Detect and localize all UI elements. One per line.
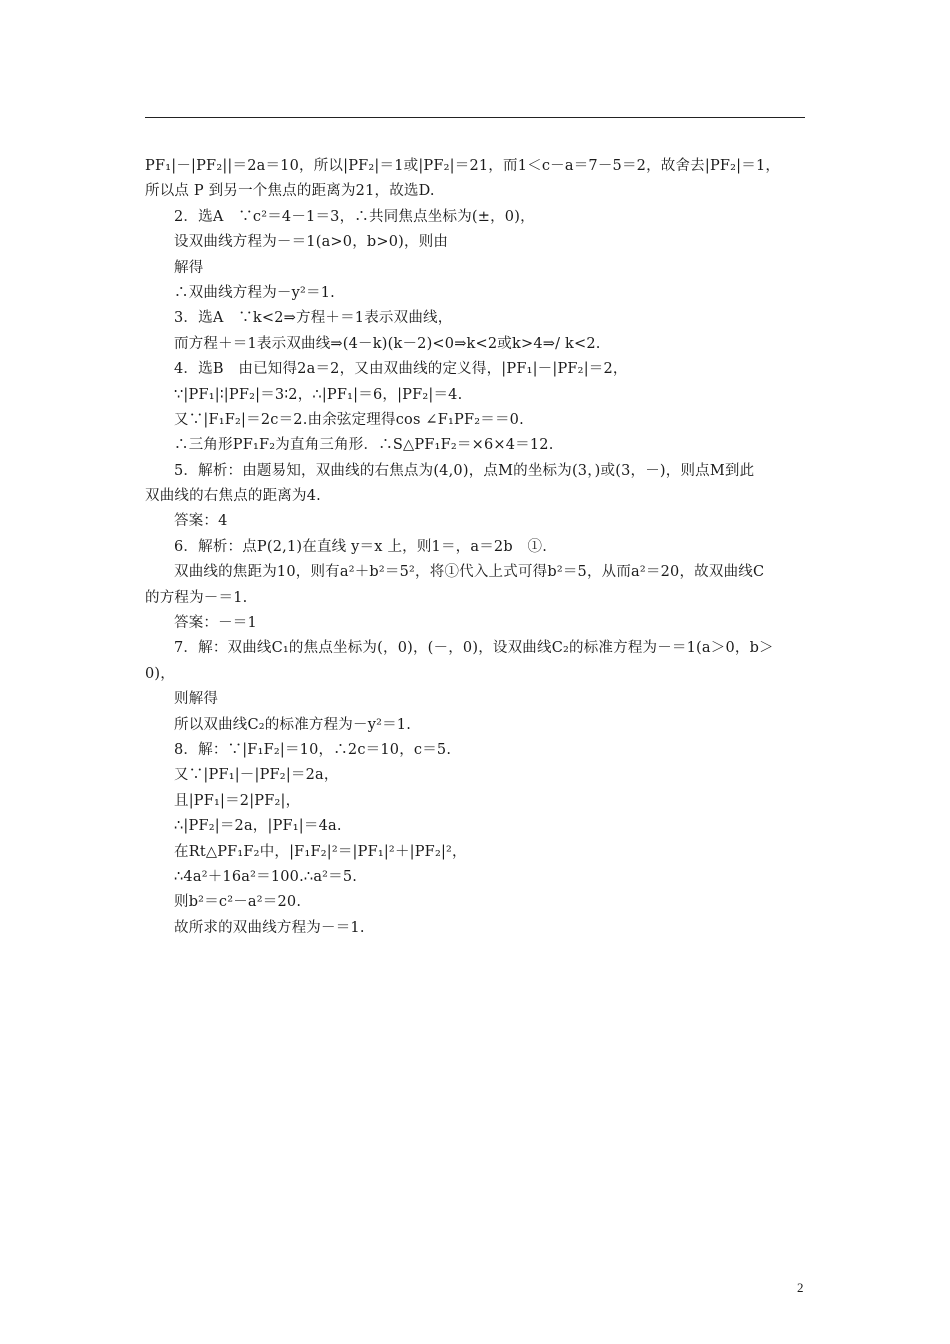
text-line: ∴双曲线方程为－y²＝1. [174, 284, 335, 301]
text-line: 且|PF₁|＝2|PF₂|， [174, 792, 301, 809]
text-line: 在Rt△PF₁F₂中，|F₁F₂|²＝|PF₁|²＋|PF₂|²， [174, 843, 467, 860]
text-line: 故所求的双曲线方程为－＝1. [174, 919, 365, 936]
text-line: 2．选A ∵c²＝4－1＝3，∴共同焦点坐标为(±，0)， [174, 208, 535, 225]
text-line: ∴三角形PF₁F₂为直角三角形．∴S△PF₁F₂＝×6×4＝12. [174, 437, 554, 454]
text-line: 3．选A ∵k<2⇒方程＋＝1表示双曲线， [174, 310, 453, 327]
text-line: 解得 [174, 259, 204, 276]
text-line: ∴4a²＋16a²＝100.∴a²＝5. [174, 868, 358, 885]
text-line: 则b²＝c²－a²＝20. [174, 894, 302, 911]
text-line: 4．选B 由已知得2a＝2，又由双曲线的定义得，|PF₁|－|PF₂|＝2， [174, 361, 628, 378]
text-line: ∵|PF₁|∶|PF₂|＝3∶2，∴|PF₁|＝6，|PF₂|＝4. [174, 386, 463, 403]
text-line: 7．解：双曲线C₁的焦点坐标为(，0)，(－，0)，设双曲线C₂的标准方程为－＝1(a＞0，b＞ [174, 640, 774, 657]
text-line: 答案：－＝1 [174, 615, 257, 632]
text-line: 又∵|PF₁|－|PF₂|＝2a， [174, 767, 339, 784]
page-number: 2 [797, 1280, 804, 1295]
text-line: 答案：4 [174, 513, 228, 530]
text-line: ∴|PF₂|＝2a，|PF₁|＝4a. [174, 818, 342, 835]
text-line: 所以双曲线C₂的标准方程为－y²＝1. [174, 716, 412, 733]
text-line: 8．解：∵|F₁F₂|＝10，∴2c＝10，c＝5. [174, 741, 452, 758]
text-line: 则解得 [174, 691, 219, 708]
text-line: PF₁|－|PF₂||＝2a＝10，所以|PF₂|＝1或|PF₂|＝21，而1＜c－a＝7－5＝2，故舍去|PF₂|＝1， [145, 158, 781, 174]
text-line: 的方程为－＝1. [145, 589, 248, 606]
text-line: 而方程＋＝1表示双曲线⇒(4－k)(k－2)<0⇒k<2或k>4⇒/ k<2. [174, 335, 601, 352]
header-rule [145, 117, 805, 118]
text-line: 0)， [145, 665, 175, 682]
text-line: 5．解析：由题易知，双曲线的右焦点为(4,0)，点M的坐标为(3，)或(3，－)，则点M到此 [174, 462, 755, 479]
text-line: 又∵|F₁F₂|＝2c＝2.由余弦定理得cos ∠F₁PF₂＝＝0. [174, 411, 524, 428]
solution-text [145, 154, 810, 941]
text-line: 所以点 P 到另一个焦点的距离为21，故选D. [145, 183, 435, 200]
text-line: 设双曲线方程为－＝1(a>0，b>0)，则由 [174, 234, 449, 251]
text-line: 6．解析：点P(2,1)在直线 y＝x 上，则1＝，a＝2b ①. [174, 538, 548, 555]
text-line: 双曲线的焦距为10，则有a²＋b²＝5²，将①代入上式可得b²＝5，从而a²＝20，故双曲线C [174, 564, 765, 581]
text-line: 双曲线的右焦点的距离为4. [145, 488, 321, 505]
